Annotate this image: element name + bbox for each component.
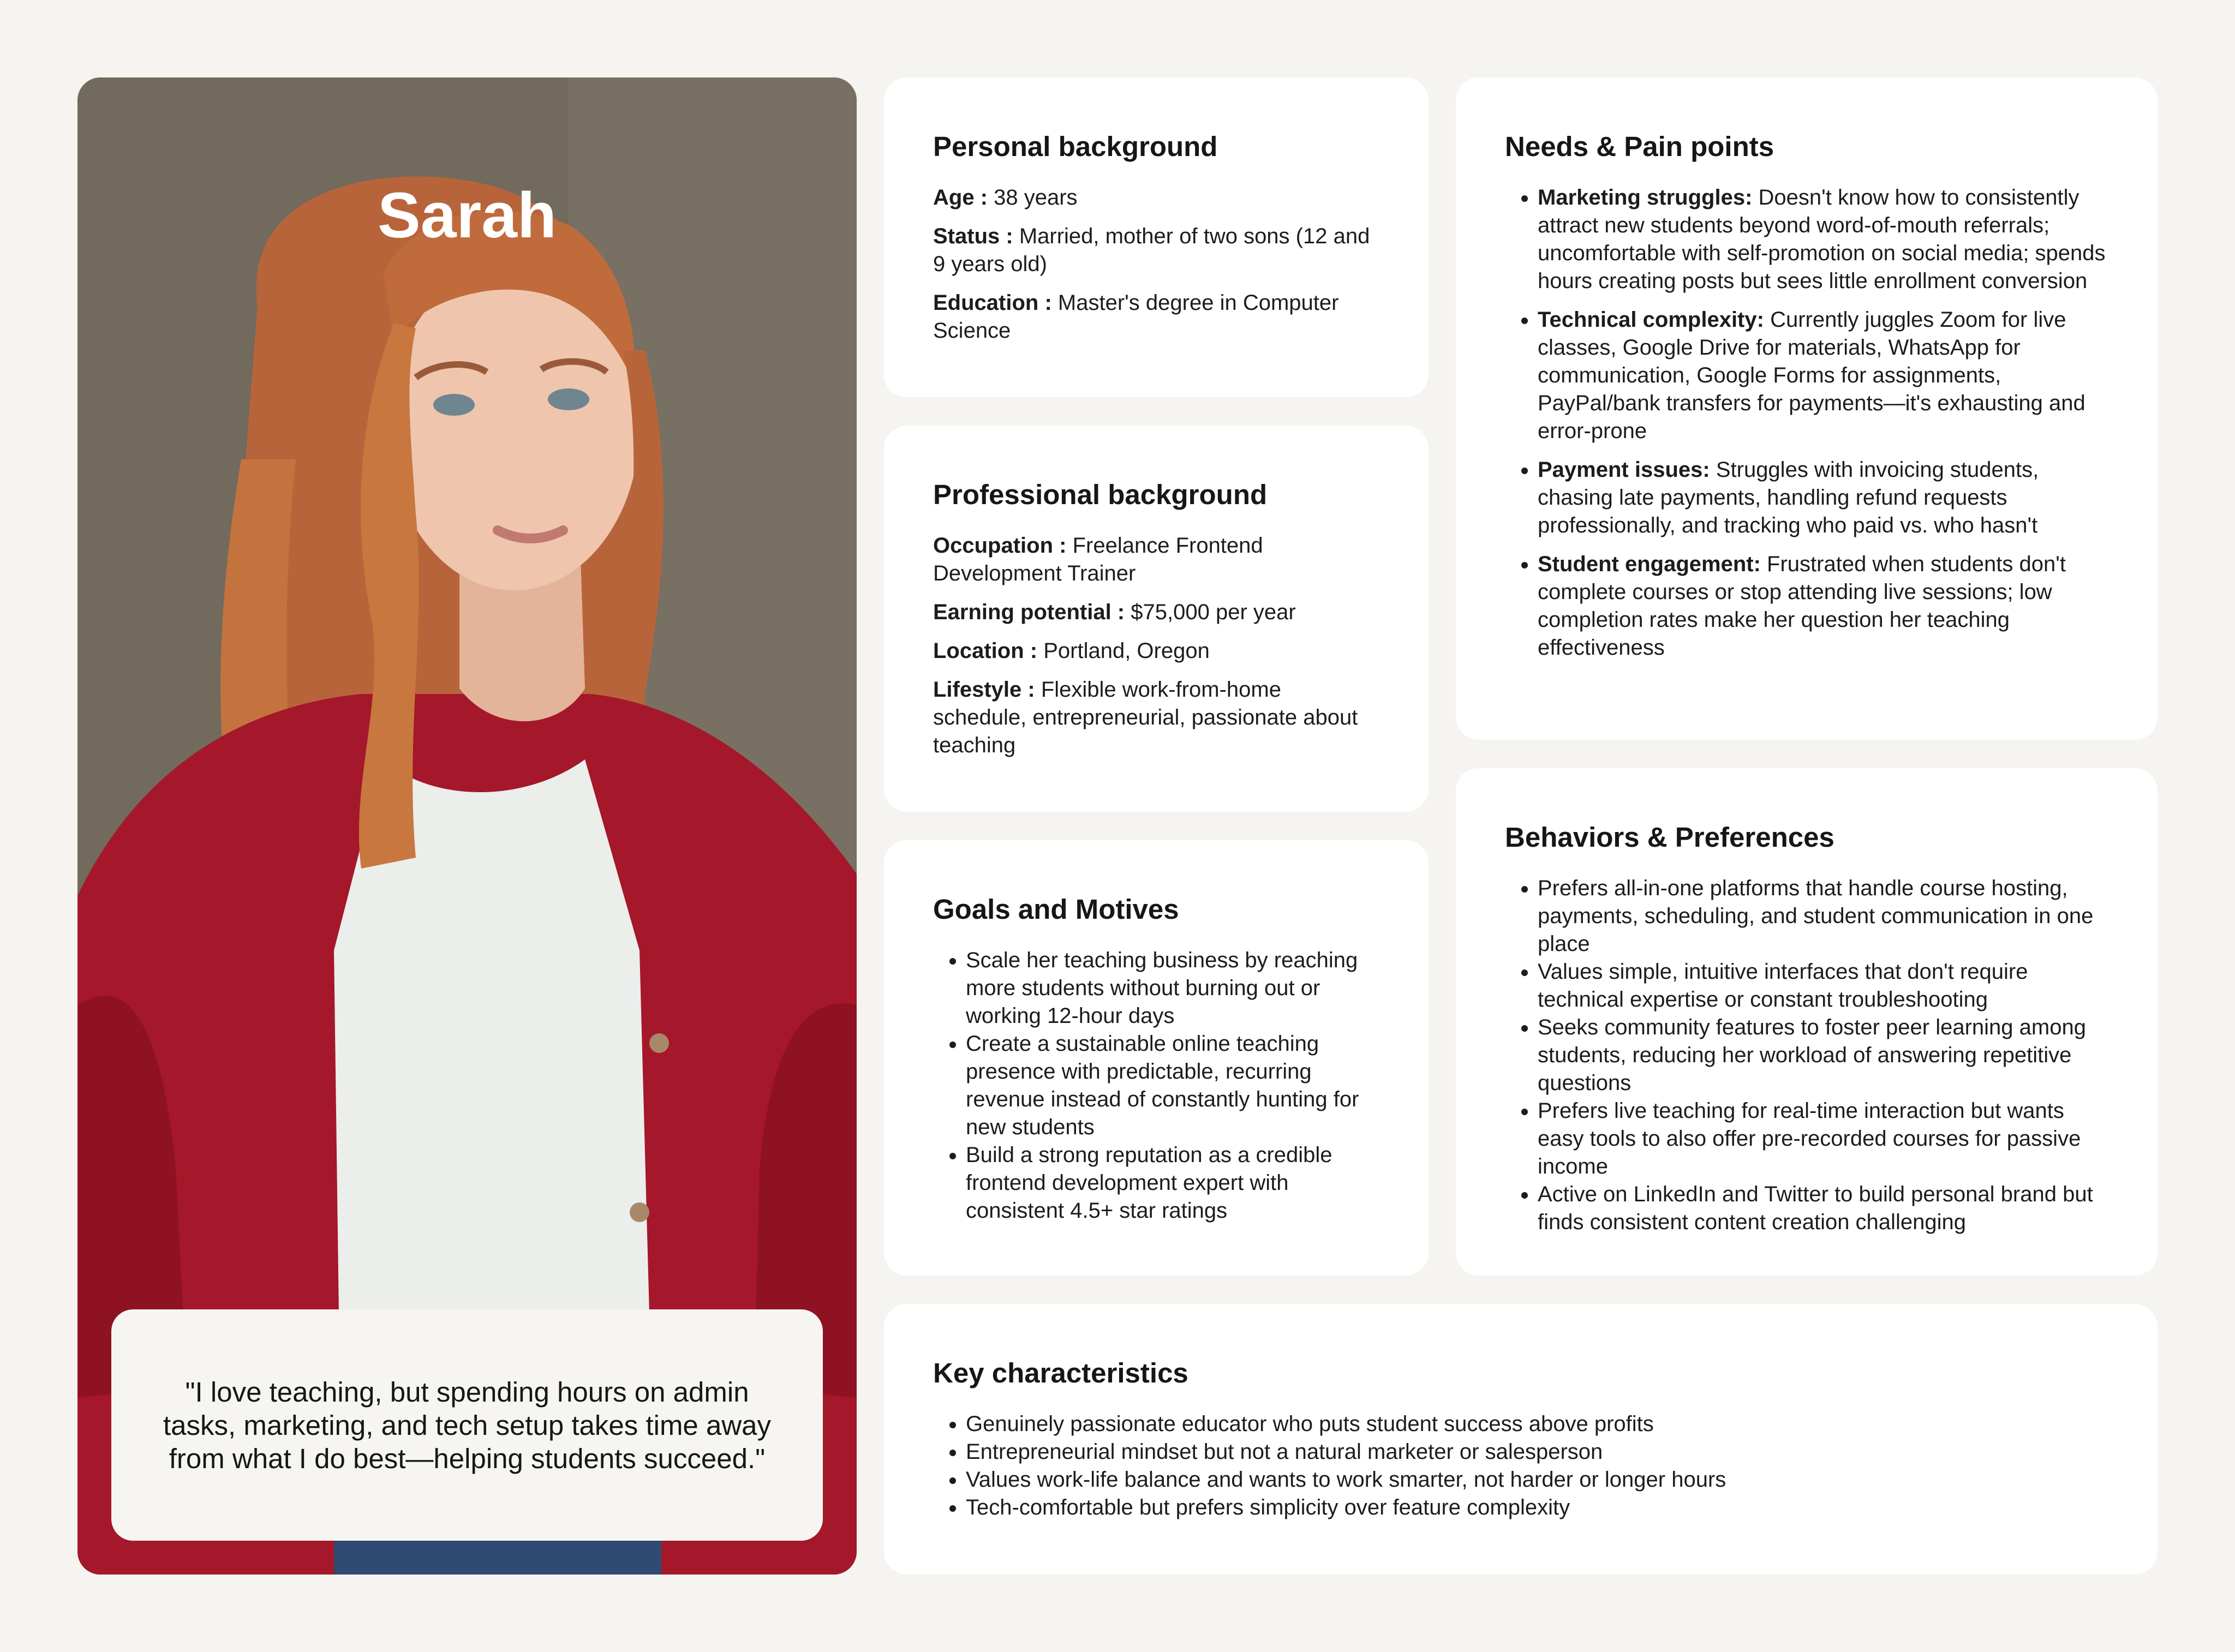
goals-card (884, 840, 1429, 1276)
list-item: • Prefers live teaching for real-time interaction but wants easy tools to also offer pre-recorded courses for passive income (1538, 1097, 2108, 1181)
list-item: • Values work-life balance and wants to work smarter, not harder or longer hours (966, 1466, 2108, 1494)
personal-background-title: Personal background (933, 131, 1218, 162)
list-item: • Build a strong reputation as a credible frontend development expert with consistent 4.5+ star ratings (966, 1141, 1379, 1225)
needs-title: Needs & Pain points (1505, 131, 1774, 162)
list-item: • Active on LinkedIn and Twitter to build personal brand but finds consistent content creation challenging (1538, 1181, 2108, 1236)
behaviors-list (1505, 875, 2108, 1236)
occupation-field: Occupation : Freelance Frontend Development Trainer (933, 534, 1263, 586)
earning-field: Earning potential : $75,000 per year (933, 600, 1296, 625)
behaviors-title: Behaviors & Preferences (1505, 822, 1834, 853)
behaviors-card (1456, 768, 2158, 1276)
list-item: • Technical complexity: Currently juggles Zoom for live classes, Google Drive for materials, WhatsApp for communication, Google Forms for assignments, PayPal/bank transfers for payments—it's exhausting and error-prone (1538, 306, 2108, 445)
key-characteristics-title: Key characteristics (933, 1357, 1188, 1388)
list-item: • Values simple, intuitive interfaces that don't require technical expertise or constant troubleshooting (1538, 958, 2108, 1014)
list-item: • Create a sustainable online teaching presence with predictable, recurring revenue instead of constantly hunting for new students (966, 1030, 1379, 1141)
list-item: • Entrepreneurial mindset but not a natural marketer or salesperson (966, 1438, 2108, 1466)
professional-background-title: Professional background (933, 479, 1268, 510)
key-characteristics-list (933, 1410, 2108, 1522)
list-item: • Marketing struggles: Doesn't know how to consistently attract new students beyond word-of-mouth referrals; uncomfortable with self-promotion on social media; spends hours creating posts but sees little enrollment conversion (1538, 184, 2108, 295)
needs-card (1456, 77, 2158, 740)
persona-photo-panel (77, 77, 857, 1575)
goals-list (933, 947, 1379, 1225)
needs-list (1505, 184, 2108, 662)
list-item: • Seeks community features to foster peer learning among students, reducing her workload of answering repetitive questions (1538, 1014, 2108, 1097)
professional-background-card (884, 426, 1429, 812)
personal-background-card (884, 77, 1429, 397)
list-item: • Tech-comfortable but prefers simplicity over feature complexity (966, 1494, 2108, 1522)
list-item: • Payment issues: Struggles with invoicing students, chasing late payments, handling refund requests professionally, and tracking who paid vs. who hasn't (1538, 456, 2108, 540)
education-field: Education : Master's degree in Computer Science (933, 291, 1339, 343)
key-characteristics-card (884, 1304, 2158, 1575)
list-item: • Genuinely passionate educator who puts student success above profits (966, 1410, 2108, 1438)
list-item: • Scale her teaching business by reaching more students without burning out or working 12-hour days (966, 947, 1379, 1030)
persona-quote: "I love teaching, but spending hours on admin tasks, marketing, and tech setup takes time away from what I do best—helping students succeed." (111, 1309, 823, 1541)
list-item: • Prefers all-in-one platforms that handle course hosting, payments, scheduling, and student communication in one place (1538, 875, 2108, 958)
status-field: Status : Married, mother of two sons (12 and 9 years old) (933, 224, 1370, 277)
age-field: Age : 38 years (933, 185, 1078, 210)
location-field: Location : Portland, Oregon (933, 639, 1210, 663)
goals-title: Goals and Motives (933, 894, 1179, 925)
persona-name: Sarah (378, 179, 557, 252)
list-item: • Student engagement: Frustrated when students don't complete courses or stop attending live sessions; low completion rates make her question her teaching effectiveness (1538, 550, 2108, 662)
lifestyle-field: Lifestyle : Flexible work-from-home schedule, entrepreneurial, passionate about teaching (933, 678, 1358, 758)
